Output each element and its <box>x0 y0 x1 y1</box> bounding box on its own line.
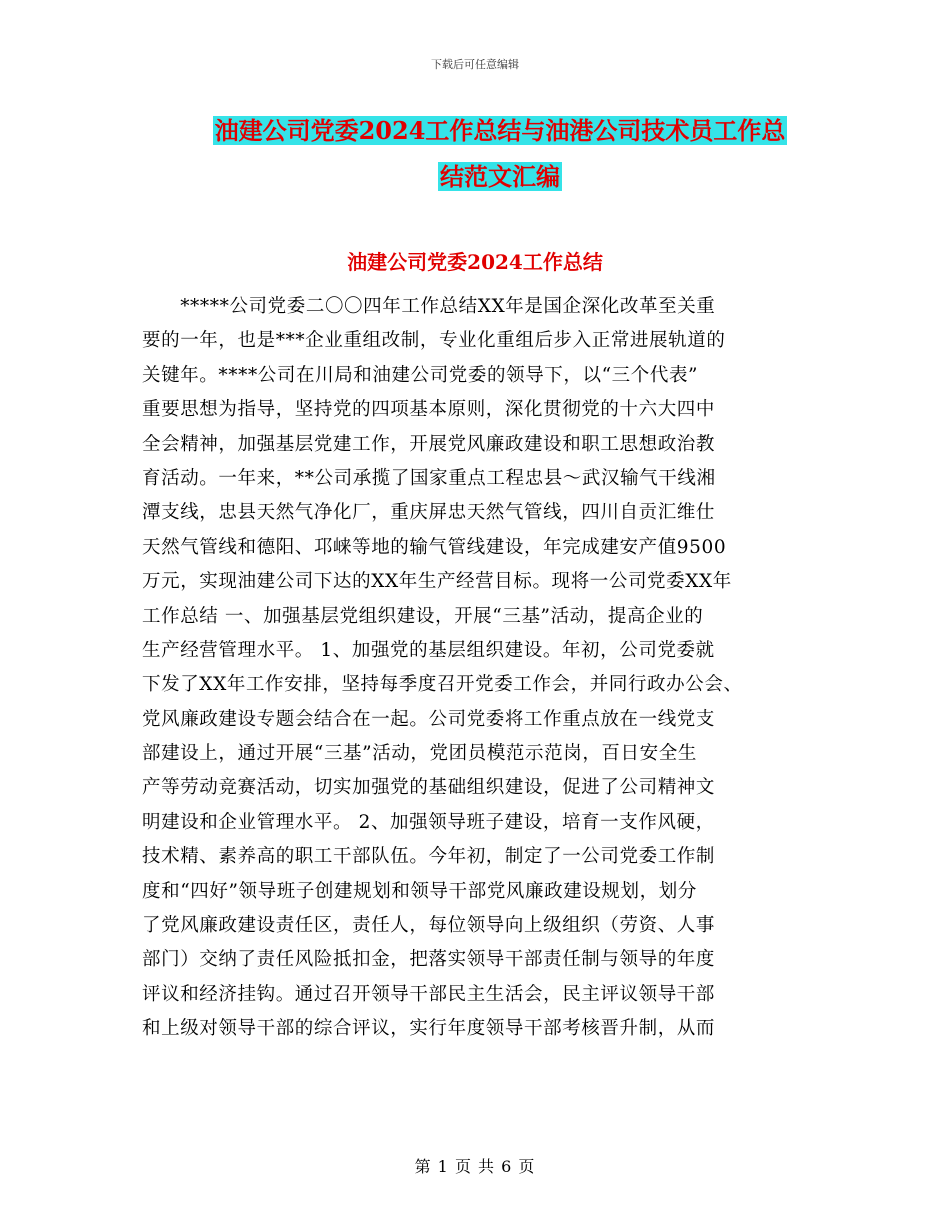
header-note: 下载后可任意编辑 <box>431 58 519 71</box>
document-title-line-2: 结范文汇编 <box>440 162 560 191</box>
body-line: 天然气管线和德阳、邛崃等地的输气管线建设，年完成建安产值9500 <box>142 536 727 558</box>
body-line: 明建设和企业管理水平。 2、加强领导班子建设，培育一支作风硬， <box>142 811 715 833</box>
body-line: 度和“四好”领导班子创建规划和领导干部党风廉政建设规划，划分 <box>142 880 697 902</box>
body-line: 部建设上，通过开展“三基”活动，党团员模范示范岗，百日安全生 <box>142 743 697 765</box>
document-title-line-1: 油建公司党委2024工作总结与油港公司技术员工作总 <box>214 116 786 145</box>
body-line: 了党风廉政建设责任区，责任人，每位领导向上级组织（劳资、人事 <box>142 915 716 937</box>
body-line: 和上级对领导干部的综合评议，实行年度领导干部考核晋升制，从而 <box>142 1018 716 1040</box>
body-line: 潭支线，忠县天然气净化厂，重庆屏忠天然气管线，四川自贡汇维仕 <box>142 502 716 524</box>
body-line: 评议和经济挂钩。通过召开领导干部民主生活会，民主评议领导干部 <box>142 983 716 1005</box>
body-line: 育活动。一年来，**公司承揽了国家重点工程忠县～武汉输气干线湘 <box>142 467 716 489</box>
body-line: 生产经营管理水平。 1、加强党的基层组织建设。年初，公司党委就 <box>142 639 715 661</box>
body-line: 关键年。****公司在川局和油建公司党委的领导下，以“三个代表” <box>142 364 699 386</box>
body-line: 产等劳动竞赛活动，切实加强党的基础组织建设，促进了公司精神文 <box>142 777 716 799</box>
body-text <box>142 290 802 1047</box>
body-line: 技术精、素养高的职工干部队伍。今年初，制定了一公司党委工作制 <box>142 846 716 868</box>
body-line: 万元，实现油建公司下达的XX年生产经营目标。现将一公司党委XX年 <box>142 571 732 593</box>
page-footer: 第 1 页 共 6 页 <box>414 1157 536 1176</box>
body-line: 党风廉政建设专题会结合在一起。公司党委将工作重点放在一线党支 <box>142 708 716 730</box>
body-line: 要的一年，也是***企业重组改制，专业化重组后步入正常进展轨道的 <box>142 330 726 352</box>
body-line: 工作总结 一、加强基层党组织建设，开展“三基”活动，提高企业的 <box>142 605 704 627</box>
body-line: 下发了XX年工作安排，坚持每季度召开党委工作会，并同行政办公会、 <box>142 674 743 696</box>
body-line: 重要思想为指导，坚持党的四项基本原则，深化贯彻党的十六大四中 <box>142 399 716 421</box>
document-title <box>150 108 850 200</box>
section-heading: 油建公司党委2024工作总结 <box>347 250 603 274</box>
body-line: 部门）交纳了责任风险抵扣金，把落实领导干部责任制与领导的年度 <box>142 949 716 971</box>
body-line: 全会精神，加强基层党建工作，开展党风廉政建设和职工思想政治教 <box>142 433 716 455</box>
body-line: *****公司党委二〇〇四年工作总结XX年是国企深化改革至关重 <box>142 296 716 317</box>
